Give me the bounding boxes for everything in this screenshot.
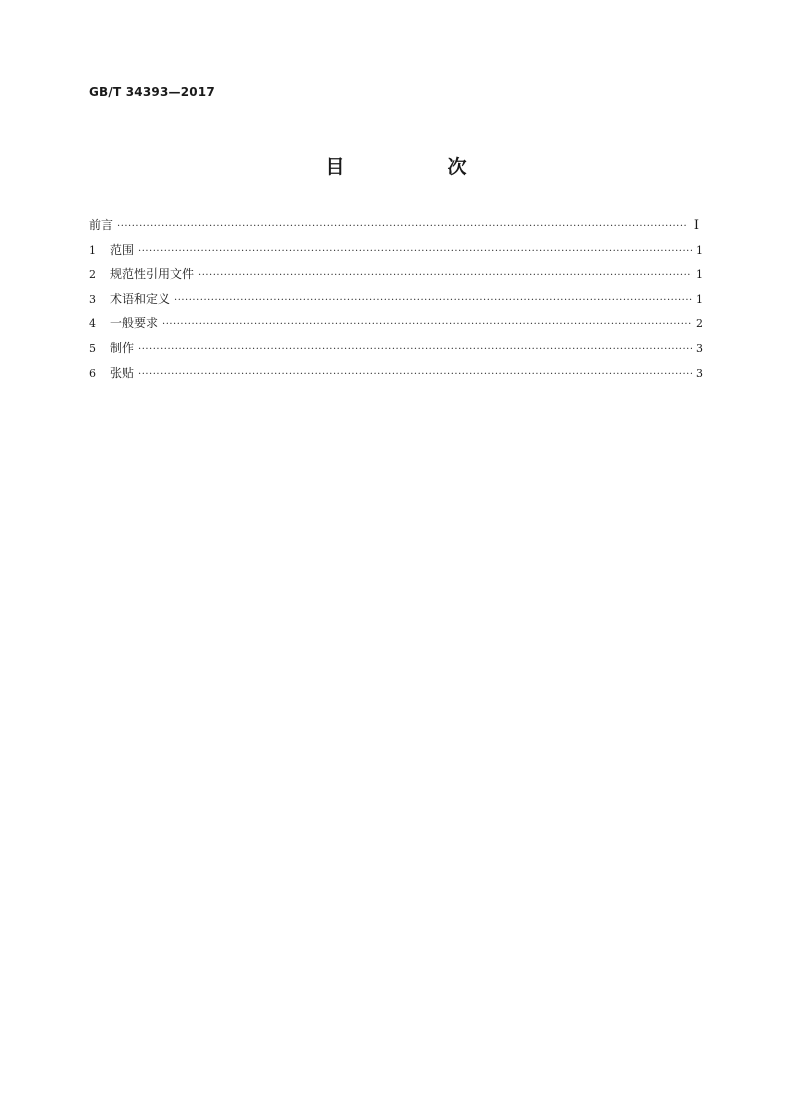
table-of-contents [89,216,703,388]
toc-leader-dots [198,270,692,281]
toc-entry-page: Ⅰ [693,218,699,233]
page-title: 目 次 [325,156,509,178]
toc-entry-label: 规范性引用文件 [110,267,195,282]
toc-leader-dots [117,221,688,232]
toc-entry-label: 术语和定义 [110,291,171,306]
toc-leader-dots [138,369,692,380]
toc-entry-number: 3 [89,292,96,306]
toc-entry-page: 1 [696,243,703,257]
toc-leader-dots [138,344,692,355]
toc-entry-label: 一般要求 [110,316,159,331]
toc-entry-terms-definitions[interactable] [89,290,703,315]
toc-entry-normative-references[interactable] [89,265,703,290]
toc-entry-scope[interactable] [89,241,703,266]
toc-entry-page: 1 [696,292,703,306]
toc-leader-dots [138,246,692,257]
toc-entry-page: 2 [696,317,703,331]
toc-entry-label: 制作 [110,340,135,355]
toc-entry-label: 前言 [89,218,114,232]
toc-entry-page: 3 [696,341,703,355]
toc-entry-posting[interactable] [89,364,703,389]
toc-entry-number: 6 [89,366,96,380]
toc-leader-dots [162,319,692,330]
toc-entry-production[interactable] [89,339,703,364]
toc-entry-page: 1 [696,268,703,282]
toc-entry-number: 1 [89,243,96,257]
toc-entry-foreword[interactable] [89,216,703,241]
toc-entry-number: 4 [89,317,96,331]
standard-code: GB/T 34393—2017 [89,85,215,99]
toc-leader-dots [174,295,692,306]
toc-entry-label: 范围 [110,242,135,257]
toc-entry-number: 5 [89,341,96,355]
toc-entry-page: 3 [696,366,703,380]
toc-entry-general-requirements[interactable] [89,314,703,339]
toc-entry-number: 2 [89,268,96,282]
toc-entry-label: 张贴 [110,365,135,380]
